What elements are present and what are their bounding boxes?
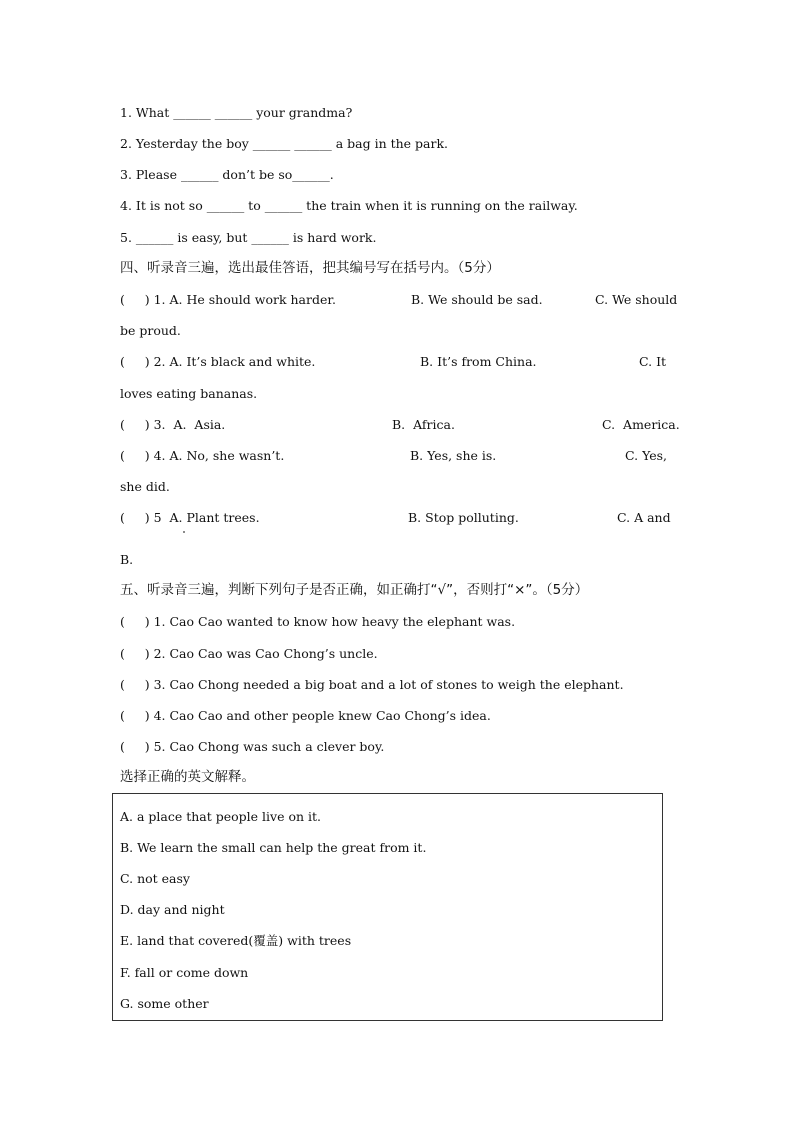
section5-item-3: ( ) 3. Cao Chong needed a big boat and a lot of stones to weigh the elephant. — [120, 677, 624, 692]
q5-option-c: C. A and — [617, 510, 671, 525]
q5-option-b: B. Stop polluting. — [408, 510, 519, 525]
section4-question-5 — [120, 510, 680, 526]
q3-option-c: C. America. — [602, 417, 680, 432]
fill-blank-3: 3. Please ______ don’t be so______. — [120, 167, 334, 182]
section5-heading: 五、听录音三遍，判断下列句子是否正确，如正确打“√”，否则打“×”。（5分） — [120, 582, 589, 598]
q2-option-c-continued: loves eating bananas. — [120, 386, 258, 401]
q4-option-c: C. Yes, — [625, 448, 668, 463]
fill-blank-5: 5. ______ is easy, but ______ is hard work. — [120, 230, 377, 245]
fill-blank-1: 1. What ______ ______ your grandma? — [120, 105, 353, 120]
section5-item-4: ( ) 4. Cao Cao and other people knew Cao Chong’s idea. — [120, 708, 491, 723]
q4-option-c-continued: she did. — [120, 479, 170, 494]
q2-option-b: B. It’s from China. — [420, 354, 537, 369]
q1-option-c-continued: be proud. — [120, 323, 181, 338]
section4-heading: 四、听录音三遍，选出最佳答语，把其编号写在括号内。（5分） — [120, 260, 500, 276]
q1-option-c: C. We should — [595, 292, 678, 307]
section4-question-4 — [120, 448, 680, 464]
definition-option-c: C. not easy — [120, 871, 190, 886]
definition-option-a: A. a place that people live on it. — [120, 809, 322, 824]
section5-item-5: ( ) 5. Cao Chong was such a clever boy. — [120, 739, 385, 754]
definition-option-e: E. land that covered(覆盖) with trees — [120, 933, 352, 948]
q5-option-a: ( ) 5 A. Plant trees. — [120, 510, 260, 525]
definition-option-g: G. some other — [120, 996, 209, 1011]
q5-option-c-continued: B. — [120, 552, 134, 567]
q2-option-a: ( ) 2. A. It’s black and white. — [120, 354, 316, 369]
q3-option-a: ( ) 3. A. Asia. — [120, 417, 226, 432]
definitions-heading: 选择正确的英文解释。 — [120, 769, 255, 785]
definitions-box — [112, 793, 663, 1021]
stray-mark — [183, 531, 185, 533]
definition-option-b: B. We learn the small can help the great from it. — [120, 840, 427, 855]
q4-option-b: B. Yes, she is. — [410, 448, 497, 463]
section5-item-2: ( ) 2. Cao Cao was Cao Chong’s uncle. — [120, 646, 378, 661]
q4-option-a: ( ) 4. A. No, she wasn’t. — [120, 448, 285, 463]
q1-option-a: ( ) 1. A. He should work harder. — [120, 292, 336, 307]
section5-item-1: ( ) 1. Cao Cao wanted to know how heavy the elephant was. — [120, 614, 516, 629]
q2-option-c: C. It — [639, 354, 667, 369]
section4-question-2 — [120, 354, 680, 370]
definition-option-f: F. fall or come down — [120, 965, 249, 980]
section4-question-1 — [120, 292, 680, 308]
fill-blank-4: 4. It is not so ______ to ______ the train when it is running on the railway. — [120, 198, 578, 213]
q1-option-b: B. We should be sad. — [411, 292, 543, 307]
fill-blank-2: 2. Yesterday the boy ______ ______ a bag in the park. — [120, 136, 449, 151]
section4-question-3 — [120, 417, 680, 433]
q3-option-b: B. Africa. — [392, 417, 455, 432]
definition-option-d: D. day and night — [120, 902, 225, 917]
